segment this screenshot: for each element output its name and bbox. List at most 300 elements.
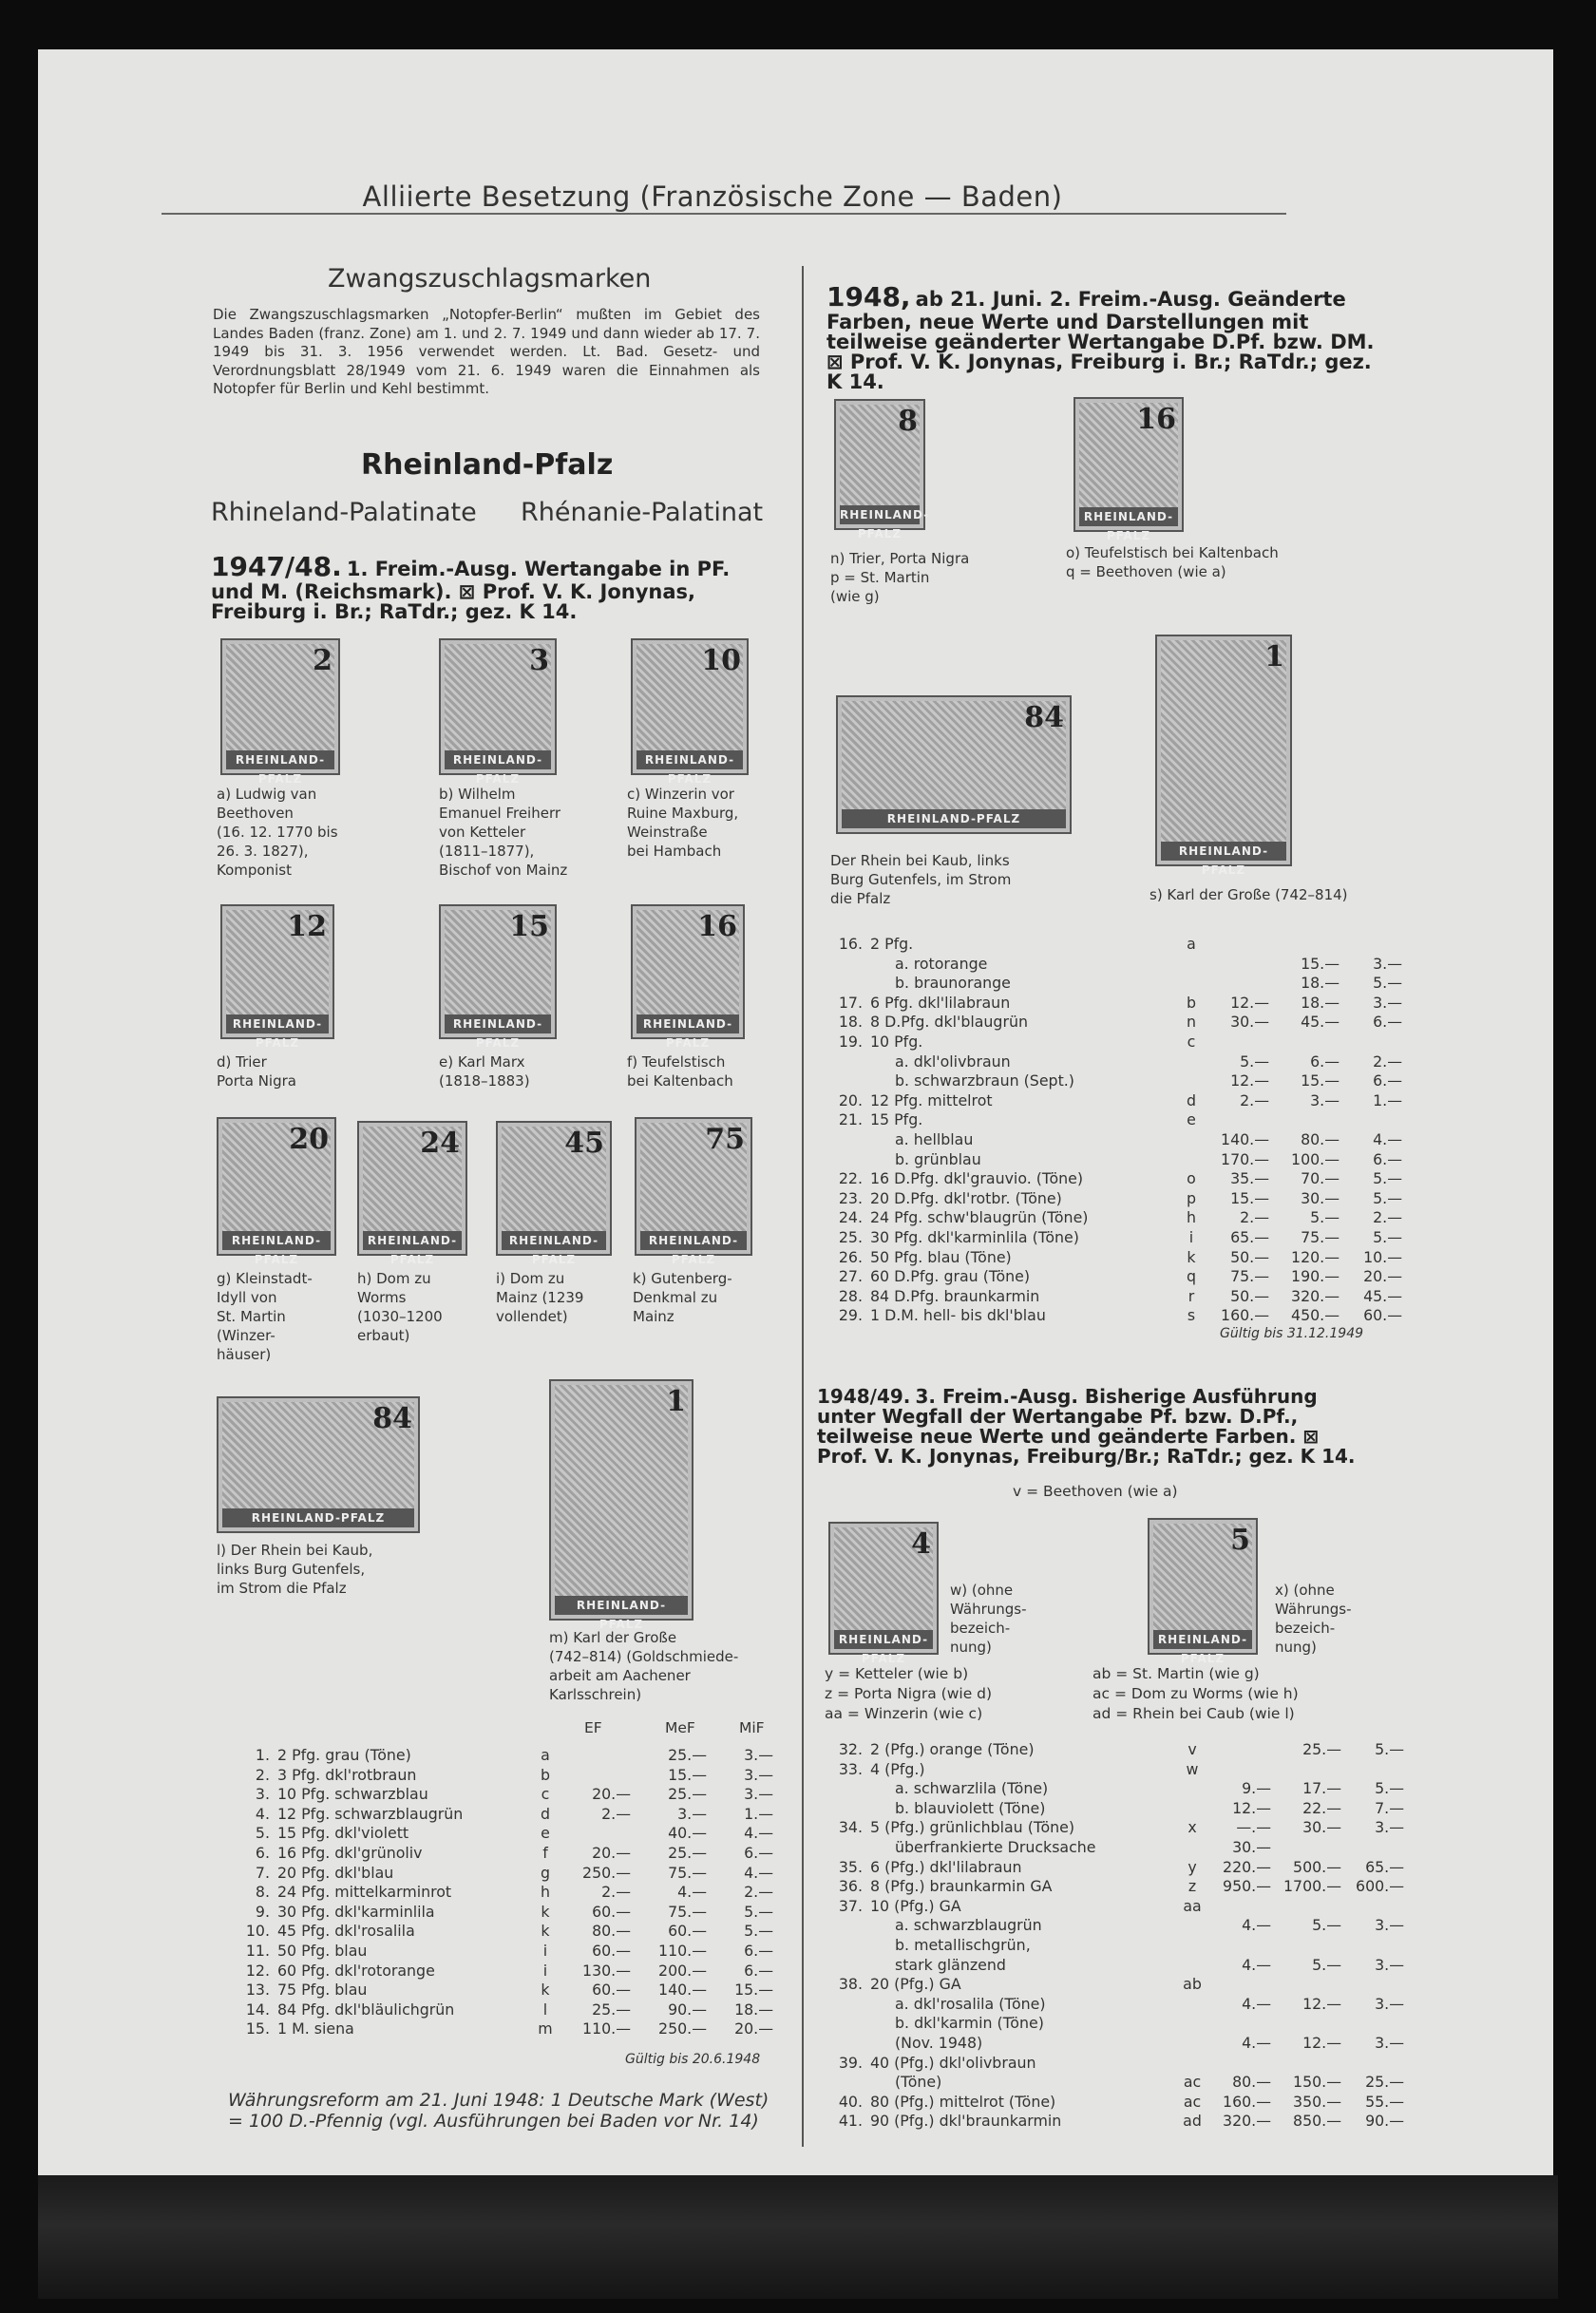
price-mef: 5.— — [1312, 1955, 1341, 1974]
rp-subtitle-en: Rhineland-Palatinate — [211, 498, 477, 527]
catalogue-number: 15. — [245, 2019, 270, 2038]
catalogue-number: 41. — [838, 2112, 863, 2131]
stamp-description: b. metallischgrün, — [895, 1935, 1031, 1954]
stamp-description: 24 Pfg. mittelkarminrot — [277, 1883, 452, 1902]
price-mef: 18.— — [1301, 993, 1340, 1012]
catalogue-number: 1. — [255, 1746, 270, 1764]
price-ef: 65.— — [1230, 1227, 1269, 1246]
price-mif: 3.— — [1375, 1994, 1404, 2013]
catalogue-number: 28. — [838, 1286, 863, 1305]
price-mif: 20.— — [1363, 1267, 1402, 1286]
price-ef: 20.— — [592, 1843, 631, 1862]
price-mif: 5.— — [1373, 1169, 1402, 1188]
price-ef: 60.— — [592, 1902, 631, 1921]
catalogue-row — [821, 1071, 1402, 1091]
catalogue-number — [821, 1052, 870, 1072]
stamp-image — [828, 1522, 939, 1665]
image-letter: d — [540, 1804, 551, 1823]
stamp-image — [631, 904, 745, 1050]
image-letter — [1180, 1995, 1205, 2015]
price-mif: 1.— — [1373, 1090, 1402, 1109]
price-mef: 6.— — [1310, 1052, 1340, 1071]
price-mif: 7.— — [1375, 1798, 1404, 1817]
catalogue-row — [821, 1248, 1402, 1268]
image-letter — [1180, 2034, 1205, 2054]
price-mef: 75.— — [668, 1902, 707, 1921]
stamp-description: 45 Pfg. dkl'rosalila — [277, 1922, 415, 1941]
price-mef: 40.— — [668, 1824, 707, 1843]
image-letter: i — [1188, 1227, 1194, 1246]
issue2-price-table — [821, 935, 1402, 1326]
catalogue-number: 18. — [838, 1013, 863, 1032]
issue2-year: 1948, — [826, 281, 911, 313]
price-mif: 6.— — [1373, 1071, 1402, 1090]
rp-title: Rheinland-Pfalz — [361, 448, 614, 482]
catalogue-row — [821, 974, 1402, 994]
price-mif: 90.— — [1365, 2112, 1404, 2131]
stamp-description: 8 (Pfg.) braunkarmin GA — [870, 1877, 1053, 1896]
stamp-description: 15 Pfg. dkl'violett — [277, 1824, 409, 1843]
price-mif — [1340, 935, 1402, 955]
stamp-caption: Der Rhein bei Kaub, links Burg Gutenfels, im Strom die Pfalz — [830, 852, 1012, 907]
price-ef — [557, 1746, 631, 1766]
catalogue-row — [821, 994, 1402, 1014]
price-mif: 6.— — [1373, 1149, 1402, 1168]
stamp-image — [1155, 635, 1292, 877]
catalogue-row — [220, 1962, 773, 1981]
catalogue-row — [821, 1760, 1404, 1780]
price-mif: 3.— — [1375, 1955, 1404, 1974]
stamp-description: 30 Pfg. dkl'karminlila (Töne) — [870, 1227, 1079, 1246]
catalogue-row — [821, 1799, 1404, 1819]
catalogue-number: 23. — [838, 1188, 863, 1207]
image-letter: k — [541, 1922, 550, 1941]
price-mif: 15.— — [734, 1981, 773, 2000]
catalogue-number: 2. — [255, 1765, 270, 1784]
price-mif: 5.— — [1373, 1188, 1402, 1207]
price-mef — [1271, 2054, 1341, 2074]
image-letter — [1180, 1071, 1203, 1091]
stamp-inscription: RHEINLAND-PFALZ — [640, 1231, 747, 1250]
stamp-image — [439, 904, 557, 1050]
price-ef — [1205, 1975, 1271, 1995]
image-letter: ac — [1183, 2092, 1202, 2111]
stamp-description: 10 Pfg. — [870, 1032, 923, 1051]
price-mef — [1271, 2014, 1341, 2034]
catalogue-number — [821, 1779, 870, 1799]
catalogue-row — [821, 1877, 1404, 1897]
image-letter — [1180, 1799, 1205, 1819]
stamp-description: 50 Pfg. blau — [277, 1941, 368, 1960]
stamp-caption: e) Karl Marx (1818–1883) — [439, 1053, 530, 1090]
price-ef: 5.— — [1240, 1052, 1269, 1071]
catalogue-row — [220, 1864, 773, 1884]
price-ef: 140.— — [1221, 1129, 1269, 1148]
price-ef: 250.— — [582, 1863, 631, 1882]
catalogue-number: 11. — [245, 1941, 270, 1960]
price-ef — [1203, 1033, 1269, 1052]
catalogue-number: 13. — [245, 1981, 270, 2000]
stamp-image — [834, 399, 930, 540]
image-letter — [1180, 1916, 1205, 1936]
catalogue-number: 20. — [838, 1090, 863, 1109]
catalogue-number: 36. — [838, 1877, 863, 1896]
issue3-text: 3. Freim.-Ausg. Bisherige Ausführung unter Wegfall der Wertangabe Pf. bzw. D.Pf., teilweise neue Werte und geänderte Farben. ⊠ Prof. V. K. Jonynas, Freiburg/Br.; RaTdr.; gez. K 14. — [817, 1385, 1356, 1468]
catalogue-row — [821, 1110, 1402, 1130]
price-ef: 20.— — [592, 1785, 631, 1804]
stamp-inscription: RHEINLAND-PFALZ — [555, 1596, 688, 1615]
stamp-image — [220, 638, 340, 786]
catalogue-row — [821, 2054, 1404, 2074]
image-letter: i — [542, 1941, 548, 1960]
price-mif: 6.— — [744, 1843, 773, 1862]
price-mef: 110.— — [658, 1941, 707, 1960]
price-ef: 12.— — [1230, 993, 1269, 1012]
price-ef — [1203, 935, 1269, 955]
catalogue-number: 35. — [838, 1857, 863, 1876]
stamp-inscription: RHEINLAND-PFALZ — [840, 505, 920, 524]
stamp-image — [549, 1379, 694, 1631]
image-letter: r — [1188, 1286, 1195, 1305]
price-ef: 75.— — [1230, 1267, 1269, 1286]
stamp-denomination: 75 — [705, 1123, 745, 1156]
catalogue-row — [220, 1981, 773, 2000]
price-mif: 3.— — [1373, 993, 1402, 1012]
image-letter: c — [541, 1785, 550, 1804]
price-mef: 3.— — [1310, 1090, 1340, 1109]
image-letter: q — [1186, 1267, 1197, 1286]
issue3-header — [817, 1387, 1373, 1467]
stamp-denomination: 16 — [697, 910, 737, 943]
catalogue-row — [821, 2112, 1404, 2132]
image-letter: a — [541, 1746, 550, 1764]
legend-line: ac = Dom zu Worms (wie h) — [1092, 1685, 1299, 1702]
price-mif: 4.— — [744, 1863, 773, 1882]
price-mif — [1341, 1760, 1404, 1780]
price-ef: 35.— — [1230, 1169, 1269, 1188]
stamp-description: 50 Pfg. blau (Töne) — [870, 1247, 1012, 1266]
issue2-valid-note: Gültig bis 31.12.1949 — [1220, 1326, 1364, 1341]
stamp-denomination: 3 — [529, 644, 549, 677]
stamp-description: b. braunorange — [895, 974, 1011, 993]
stamp-caption: n) Trier, Porta Nigra p = St. Martin (wie g) — [830, 550, 970, 605]
catalogue-number: 37. — [838, 1896, 863, 1915]
stamp-denomination: 4 — [911, 1527, 931, 1561]
catalogue-number: 8. — [255, 1883, 270, 1902]
stamp-inscription: RHEINLAND-PFALZ — [502, 1231, 606, 1250]
issue1-year: 1947/48. — [211, 551, 342, 582]
price-mef: 90.— — [668, 2000, 707, 2019]
stamp-description: b. dkl'karmin (Töne) — [895, 2014, 1044, 2033]
stamp-image — [1148, 1518, 1258, 1665]
price-mef: 70.— — [1301, 1169, 1340, 1188]
price-mif: 55.— — [1365, 2092, 1404, 2111]
stamp-image — [496, 1121, 612, 1266]
image-letter — [1180, 1838, 1205, 1858]
price-mif — [1341, 1897, 1404, 1917]
catalogue-row — [220, 2000, 773, 2020]
stamp-description: a. dkl'rosalila (Töne) — [895, 1994, 1046, 2013]
stamp-caption: w) (ohne Währungs- bezeich- nung) — [950, 1582, 1027, 1656]
stamp-description: überfrankierte Drucksache — [895, 1837, 1096, 1856]
catalogue-row — [821, 955, 1402, 975]
price-ef: 80.— — [592, 1922, 631, 1941]
column-divider — [802, 266, 804, 2147]
stamp-description: 5 (Pfg.) grünlichblau (Töne) — [870, 1818, 1075, 1837]
stamp-description: 84 D.Pfg. braunkarmin — [870, 1286, 1040, 1305]
catalogue-number: 7. — [255, 1863, 270, 1882]
legend-line: z = Porta Nigra (wie d) — [825, 1685, 993, 1702]
catalogue-row — [821, 1033, 1402, 1052]
image-letter: c — [1187, 1032, 1196, 1051]
catalogue-number — [821, 955, 870, 975]
price-ef: 2.— — [601, 1804, 631, 1823]
price-ef: 2.— — [601, 1883, 631, 1902]
price-ef: 30.— — [1230, 1013, 1269, 1032]
price-mef: 190.— — [1291, 1267, 1340, 1286]
stamp-description: 15 Pfg. — [870, 1110, 923, 1129]
currency-reform-note: Währungsreform am 21. Juni 1948: 1 Deutsche Mark (West) = 100 D.-Pfennig (vgl. Ausführungen bei Baden vor Nr. 14) — [228, 2090, 770, 2132]
price-mif: 25.— — [1365, 2073, 1404, 2092]
price-mef — [1271, 1897, 1341, 1917]
zwang-text: Die Zwangszuschlagsmarken „Notopfer-Berlin“ mußten im Gebiet des Landes Baden (franz. Zone) am 1. und 2. 7. 1949 und dann wieder ab 17. 7. 1949 bis 31. 3. 1956 verwendet werden. Lt. Bad. Gesetz- und Verordnungsblatt 28/1949 vom 21. 6. 1949 waren die Einnahmen als Notopfer für Berlin und Kehl bestimmt. — [213, 306, 760, 397]
price-ef: 4.— — [1242, 2033, 1271, 2052]
catalogue-number — [821, 1995, 870, 2015]
price-ef: 12.— — [1230, 1071, 1269, 1090]
price-mif: 3.— — [744, 1765, 773, 1784]
stamp-denomination: 10 — [701, 644, 741, 677]
stamp-description: b. schwarzbraun (Sept.) — [895, 1071, 1074, 1090]
catalogue-number — [821, 1799, 870, 1819]
stamp-description: 80 (Pfg.) mittelrot (Töne) — [870, 2092, 1056, 2111]
catalogue-row — [220, 1942, 773, 1962]
stamp-inscription: RHEINLAND-PFALZ — [226, 750, 334, 769]
image-letter: a — [1187, 935, 1196, 953]
stamp-denomination: 1 — [1264, 640, 1284, 673]
catalogue-row — [220, 1766, 773, 1786]
price-mif — [1340, 1110, 1402, 1130]
stamp-description: 1 M. siena — [277, 2019, 354, 2038]
price-mef: 45.— — [1301, 1013, 1340, 1032]
catalogue-number: 6. — [255, 1843, 270, 1862]
issue1-header — [211, 551, 760, 622]
stamp-denomination: 15 — [509, 910, 549, 943]
stamp-denomination: 84 — [372, 1402, 412, 1435]
stamp-description: 1 D.M. hell- bis dkl'blau — [870, 1306, 1046, 1325]
price-mif: 6.— — [1373, 1013, 1402, 1032]
stamp-image — [836, 695, 1072, 834]
stamp-description: 2 Pfg. grau (Töne) — [277, 1746, 411, 1764]
image-letter: i — [542, 1961, 548, 1980]
stamp-description: 60 Pfg. dkl'rotorange — [277, 1961, 435, 1980]
price-mef — [1269, 1110, 1340, 1130]
price-mif: 45.— — [1363, 1286, 1402, 1305]
price-mif: 3.— — [1375, 1818, 1404, 1837]
catalogue-number: 12. — [245, 1961, 270, 1980]
catalogue-row — [821, 1838, 1404, 1858]
issue1-valid-note: Gültig bis 20.6.1948 — [625, 2052, 761, 2067]
price-mif: 5.— — [1373, 1227, 1402, 1246]
stamp-caption: x) (ohne Währungs- bezeich- nung) — [1275, 1582, 1352, 1656]
image-letter: k — [541, 1902, 550, 1921]
catalogue-number: 38. — [838, 1975, 863, 1994]
stamp-image — [357, 1121, 467, 1266]
price-mif: 2.— — [744, 1883, 773, 1902]
price-ef: 2.— — [1240, 1090, 1269, 1109]
legend-line: ab = St. Martin (wie g) — [1092, 1665, 1260, 1682]
price-mef — [1271, 1975, 1341, 1995]
image-letter — [1180, 955, 1203, 975]
catalogue-number: 40. — [838, 2092, 863, 2111]
catalogue-row — [821, 1052, 1402, 1072]
stamp-description: 40 (Pfg.) dkl'olivbraun — [870, 2053, 1036, 2072]
catalogue-row — [821, 1228, 1402, 1248]
price-mif — [1341, 1975, 1404, 1995]
catalogue-number: 26. — [838, 1247, 863, 1266]
image-letter: n — [1186, 1013, 1196, 1032]
catalogue-row — [220, 2019, 773, 2039]
catalogue-number — [821, 1130, 870, 1150]
stamp-denomination: 45 — [564, 1127, 604, 1160]
stamp-description: 6 (Pfg.) dkl'lilabraun — [870, 1857, 1022, 1876]
price-ef — [557, 1824, 631, 1844]
image-letter: ab — [1183, 1975, 1202, 1994]
image-letter: h — [540, 1883, 550, 1902]
stamp-description: 12 Pfg. schwarzblaugrün — [277, 1804, 464, 1823]
price-ef — [1205, 1897, 1271, 1917]
header-rule — [162, 213, 1273, 215]
price-mif: 3.— — [1373, 954, 1402, 973]
stamp-inscription: RHEINLAND-PFALZ — [222, 1231, 331, 1250]
stamp-inscription: RHEINLAND-PFALZ — [1153, 1630, 1252, 1649]
price-ef: 9.— — [1242, 1779, 1271, 1798]
price-ef: 220.— — [1223, 1857, 1271, 1876]
stamp-inscription: RHEINLAND-PFALZ — [834, 1630, 933, 1649]
catalogue-row — [220, 1883, 773, 1903]
issue1-price-table — [220, 1746, 773, 2039]
price-mif — [1341, 1838, 1404, 1858]
price-mef: 350.— — [1293, 2092, 1341, 2111]
catalogue-row — [821, 2034, 1404, 2054]
price-ef — [1203, 974, 1269, 994]
price-mef: 12.— — [1302, 2033, 1341, 2052]
catalogue-row — [821, 1858, 1404, 1878]
col-head-ef: EF — [584, 1719, 602, 1736]
price-ef — [1203, 1110, 1269, 1130]
price-mef: 150.— — [1293, 2073, 1341, 2092]
price-ef: 4.— — [1242, 1955, 1271, 1974]
stamp-description: a. rotorange — [895, 954, 988, 973]
image-letter: b — [1186, 993, 1197, 1012]
price-ef: 130.— — [582, 1961, 631, 1980]
catalogue-row — [821, 2073, 1404, 2093]
catalogue-number: 19. — [838, 1032, 863, 1051]
stamp-denomination: 1 — [666, 1385, 686, 1418]
price-mef — [1271, 1838, 1341, 1858]
price-mif: 18.— — [734, 2000, 773, 2019]
stamp-inscription: RHEINLAND-PFALZ — [1079, 507, 1178, 526]
price-mif: 3.— — [1375, 2033, 1404, 2052]
price-mef: 15.— — [668, 1765, 707, 1784]
price-mef: 140.— — [658, 1981, 707, 2000]
legend-line: ad = Rhein bei Caub (wie l) — [1092, 1705, 1295, 1722]
price-mif: 4.— — [1373, 1129, 1402, 1148]
price-ef — [1205, 1936, 1271, 1956]
catalogue-row — [821, 935, 1402, 955]
image-letter: p — [1186, 1188, 1197, 1207]
price-ef — [1205, 1740, 1271, 1760]
catalogue-number — [821, 2014, 870, 2034]
catalogue-number: 17. — [838, 993, 863, 1012]
issue1-text: 1. Freim.-Ausg. Wertangabe in PF. und M. (Reichsmark). ⊠ Prof. V. K. Jonynas, Freiburg i. Br.; RaTdr.; gez. K 14. — [211, 558, 731, 623]
image-letter — [1180, 1130, 1203, 1150]
price-ef: —.— — [1236, 1818, 1271, 1837]
price-mef: 25.— — [668, 1785, 707, 1804]
price-mef: 75.— — [668, 1863, 707, 1882]
stamp-image — [1074, 397, 1184, 542]
price-mef: 3.— — [677, 1804, 707, 1823]
price-mef — [1271, 1760, 1341, 1780]
image-letter — [1180, 1956, 1205, 1976]
catalogue-number — [821, 1956, 870, 1976]
catalogue-number: 29. — [838, 1306, 863, 1325]
catalogue-number — [821, 974, 870, 994]
stamp-image — [439, 638, 557, 786]
price-ef — [1205, 2014, 1271, 2034]
stamp-caption: d) Trier Porta Nigra — [217, 1053, 296, 1090]
stamp-description: 16 Pfg. dkl'grünoliv — [277, 1843, 423, 1862]
price-mif: 5.— — [744, 1922, 773, 1941]
image-letter: v — [1188, 1740, 1197, 1758]
catalogue-row — [821, 2093, 1404, 2113]
stamp-description: 12 Pfg. mittelrot — [870, 1090, 993, 1109]
stamp-description: a. schwarzlila (Töne) — [895, 1779, 1049, 1798]
stamp-inscription: RHEINLAND-PFALZ — [1161, 842, 1286, 861]
stamp-description: 3 Pfg. dkl'rotbraun — [277, 1765, 417, 1784]
stamp-caption: f) Teufelstisch bei Kaltenbach — [627, 1053, 733, 1090]
catalogue-number: 24. — [838, 1208, 863, 1227]
image-letter: e — [1187, 1110, 1196, 1129]
issue3-year: 1948/49. — [817, 1385, 911, 1408]
price-mif: 65.— — [1365, 1857, 1404, 1876]
stamp-description: 60 D.Pfg. grau (Töne) — [870, 1267, 1031, 1286]
price-mef: 30.— — [1302, 1818, 1341, 1837]
catalogue-number: 16. — [838, 935, 863, 953]
catalogue-number: 3. — [255, 1785, 270, 1804]
stamp-caption: h) Dom zu Worms (1030–1200 erbaut) — [357, 1270, 443, 1344]
price-mef: 500.— — [1293, 1857, 1341, 1876]
price-ef: 160.— — [1223, 2092, 1271, 2111]
image-letter — [1180, 974, 1203, 994]
price-mif — [1341, 2014, 1404, 2034]
stamp-inscription: RHEINLAND-PFALZ — [226, 1014, 329, 1033]
stamp-denomination: 16 — [1136, 403, 1176, 436]
image-letter — [1180, 1052, 1203, 1072]
stamp-inscription: RHEINLAND-PFALZ — [363, 1231, 462, 1250]
catalogue-row — [821, 1916, 1404, 1936]
catalogue-row — [821, 1975, 1404, 1995]
catalogue-number: 34. — [838, 1818, 863, 1837]
catalogue-row — [821, 1208, 1402, 1228]
stamp-description: 4 (Pfg.) — [870, 1759, 925, 1778]
catalogue-number — [821, 2073, 870, 2093]
stamp-denomination: 5 — [1230, 1524, 1250, 1557]
stamp-description: (Töne) — [895, 2073, 942, 2092]
stamp-description: a. schwarzblaugrün — [895, 1916, 1042, 1935]
image-letter: o — [1187, 1169, 1196, 1188]
catalogue-row — [821, 1779, 1404, 1799]
price-mef — [1271, 1936, 1341, 1956]
